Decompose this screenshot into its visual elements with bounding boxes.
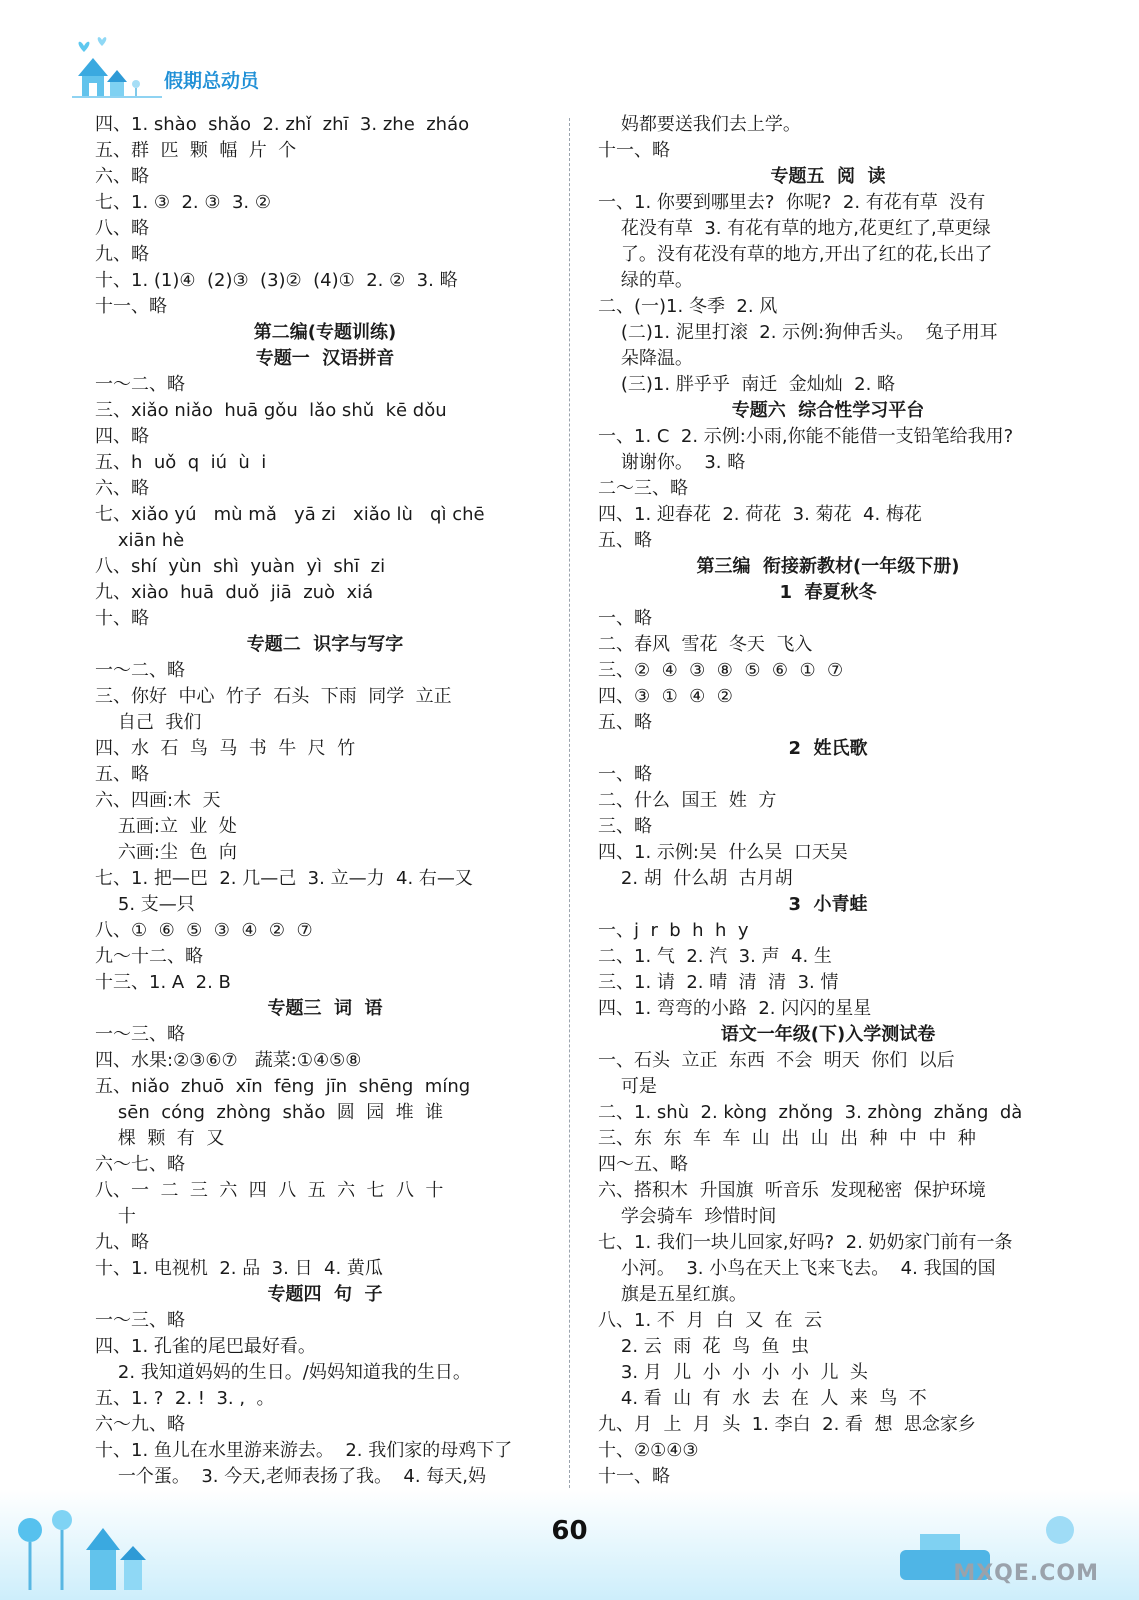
section-heading: 专题六 综合性学习平台 [731, 400, 925, 421]
answer-line: 十、1. 鱼儿在水里游来游去。 2. 我们家的母鸡下了 [95, 1440, 513, 1461]
answer-line: 一、略 [598, 608, 652, 629]
answer-line: 九～十二、略 [95, 946, 203, 967]
answer-line: 五、niǎo zhuō xīn fēng jīn shēng míng [95, 1076, 471, 1097]
answer-line: 十三、1. A 2. B [95, 972, 231, 993]
answer-line: 六～七、略 [95, 1154, 185, 1175]
answer-line: 二、(一)1. 冬季 2. 风 [598, 296, 778, 317]
answer-line: 一～二、略 [95, 374, 185, 395]
answer-line: 一、1. C 2. 示例:小雨,你能不能借一支铅笔给我用? [598, 426, 1014, 447]
page-number: 60 [551, 1516, 588, 1546]
answer-line: 五、h uǒ q iú ù i [95, 452, 267, 473]
answer-line: 六画:尘 色 向 [95, 842, 237, 863]
answer-line: 十、1. 电视机 2. 品 3. 日 4. 黄瓜 [95, 1258, 383, 1279]
answer-line: 旗是五星红旗。 [598, 1284, 747, 1305]
answer-line: 了。没有花没有草的地方,开出了红的花,长出了 [598, 244, 993, 265]
section-heading: 3 小青蛙 [788, 894, 868, 915]
answer-line: 十一、略 [598, 1466, 670, 1487]
answer-line: 2. 云 雨 花 鸟 鱼 虫 [598, 1336, 809, 1357]
section-heading: 专题二 识字与写字 [246, 634, 404, 655]
answer-line: 二、1. 气 2. 汽 3. 声 4. 生 [598, 946, 832, 967]
answer-line: 三、东 东 车 车 山 出 山 出 种 中 中 种 [598, 1128, 976, 1149]
answer-line: 学会骑车 珍惜时间 [598, 1206, 777, 1227]
answer-line: 二、春风 雪花 冬天 飞入 [598, 634, 813, 655]
answer-line: 七、1. 我们一块儿回家,好吗? 2. 奶奶家门前有一条 [598, 1232, 1013, 1253]
answer-line: xiān hè [95, 530, 185, 551]
answer-line: 六、略 [95, 478, 149, 499]
answer-line: 四、1. 示例:吴 什么吴 口天吴 [598, 842, 848, 863]
answer-line: 五、略 [95, 764, 149, 785]
answer-line: 五、群 匹 颗 幅 片 个 [95, 140, 297, 161]
answer-line: 十一、略 [598, 140, 670, 161]
section-heading: 语文一年级(下)入学测试卷 [720, 1024, 936, 1045]
answer-line: 八、① ⑥ ⑤ ③ ④ ② ⑦ [95, 920, 313, 941]
answer-line: 花没有草 3. 有花有草的地方,花更红了,草更绿 [598, 218, 991, 239]
answer-line: 二、1. shù 2. kòng zhǒng 3. zhòng zhǎng dà [598, 1102, 1023, 1123]
answer-line: 谢谢你。 3. 略 [598, 452, 746, 473]
section-heading: 专题四 句 子 [267, 1284, 383, 1305]
column-divider [569, 118, 570, 1488]
section-heading: 2 姓氏歌 [788, 738, 868, 759]
answer-line: 一、1. 你要到哪里去? 你呢? 2. 有花有草 没有 [598, 192, 986, 213]
answer-line: 六、搭积木 升国旗 听音乐 发现秘密 保护环境 [598, 1180, 986, 1201]
answer-line: 4. 看 山 有 水 去 在 人 来 鸟 不 [598, 1388, 927, 1409]
page-header [72, 36, 392, 100]
answer-line: 5. 支—只 [95, 894, 195, 915]
answer-line: 三、xiǎo niǎo huā gǒu lǎo shǔ kē dǒu [95, 400, 447, 421]
answer-line: 六～九、略 [95, 1414, 185, 1435]
answer-line: 六、略 [95, 166, 149, 187]
answer-line: 小河。 3. 小鸟在天上飞来飞去。 4. 我国的国 [598, 1258, 996, 1279]
answer-line: 一、略 [598, 764, 652, 785]
answer-line: 朵降温。 [598, 348, 693, 369]
header-title: 假期总动员 [164, 70, 260, 92]
answer-line: (二)1. 泥里打滚 2. 示例:狗伸舌头。 兔子用耳 [598, 322, 998, 343]
section-heading: 专题五 阅 读 [770, 166, 886, 187]
answer-line: 十 [95, 1206, 136, 1227]
answer-line: 3. 月 儿 小 小 小 小 儿 头 [598, 1362, 868, 1383]
right-column [598, 112, 1058, 1490]
answer-line: 四、1. 弯弯的小路 2. 闪闪的星星 [598, 998, 872, 1019]
watermark: MXQE.COM [953, 1561, 1099, 1586]
answer-line: 十、略 [95, 608, 149, 629]
answer-line: 八、一 二 三 六 四 八 五 六 七 八 十 [95, 1180, 444, 1201]
answer-line: 五画:立 业 处 [95, 816, 237, 837]
answer-line: 七、1. 把—巴 2. 几—己 3. 立—力 4. 右—又 [95, 868, 473, 889]
answer-line: 十一、略 [95, 296, 167, 317]
answer-line: 七、1. ③ 2. ③ 3. ② [95, 192, 271, 213]
answer-line: 二～三、略 [598, 478, 688, 499]
answer-line: 八、shí yùn shì yuàn yì shī zi [95, 556, 386, 577]
answer-line: 六、四画:木 天 [95, 790, 221, 811]
answer-line: 2. 我知道妈妈的生日。/妈妈知道我的生日。 [95, 1362, 471, 1383]
section-heading: 专题一 汉语拼音 [255, 348, 395, 369]
answer-line: 七、xiǎo yú mù mǎ yā zi xiǎo lù qì chē [95, 504, 485, 525]
answer-line: 四、水 石 鸟 马 书 牛 尺 竹 [95, 738, 356, 759]
answer-line: 五、略 [598, 530, 652, 551]
answer-line: 三、你好 中心 竹子 石头 下雨 同学 立正 [95, 686, 452, 707]
answer-line: 绿的草。 [598, 270, 693, 291]
section-heading: 第三编 衔接新教材(一年级下册) [696, 556, 960, 577]
answer-line: 四、③ ① ④ ② [598, 686, 733, 707]
answer-line: 自己 我们 [95, 712, 202, 733]
left-column [95, 112, 555, 1490]
answer-line: 九、xiào huā duǒ jiā zuò xiá [95, 582, 374, 603]
section-heading: 专题三 词 语 [267, 998, 383, 1019]
answer-line: 八、1. 不 月 白 又 在 云 [598, 1310, 823, 1331]
answer-line: 四、略 [95, 426, 149, 447]
answer-line: 一～三、略 [95, 1024, 185, 1045]
answer-line: 十、1. (1)④ (2)③ (3)② (4)① 2. ② 3. 略 [95, 270, 458, 291]
answer-line: 棵 颗 有 又 [95, 1128, 225, 1149]
answer-line: 妈都要送我们去上学。 [598, 114, 801, 135]
section-heading: 1 春夏秋冬 [779, 582, 877, 603]
answer-line: (三)1. 胖乎乎 南迁 金灿灿 2. 略 [598, 374, 896, 395]
answer-line: 九、月 上 月 头 1. 李白 2. 看 想 思念家乡 [598, 1414, 976, 1435]
answer-line: 四、1. 孔雀的尾巴最好看。 [95, 1336, 316, 1357]
answer-line: 二、什么 国王 姓 方 [598, 790, 777, 811]
answer-line: 十、②①④③ [598, 1440, 699, 1461]
house-logo-icon [72, 36, 162, 100]
answer-line: 四、1. 迎春花 2. 荷花 3. 菊花 4. 梅花 [598, 504, 922, 525]
answer-line: 一～三、略 [95, 1310, 185, 1331]
answer-line: 2. 胡 什么胡 古月胡 [598, 868, 793, 889]
answer-line: 五、1. ? 2. ! 3. , 。 [95, 1388, 275, 1409]
answer-line: sēn cóng zhòng shǎo 圆 园 堆 谁 [95, 1102, 444, 1123]
answer-line: 一～二、略 [95, 660, 185, 681]
section-heading: 第二编(专题训练) [253, 322, 397, 343]
answer-line: 一个蛋。 3. 今天,老师表扬了我。 4. 每天,妈 [95, 1466, 487, 1487]
answer-line: 九、略 [95, 1232, 149, 1253]
answer-line: 三、② ④ ③ ⑧ ⑤ ⑥ ① ⑦ [598, 660, 844, 681]
answer-line: 八、略 [95, 218, 149, 239]
answer-line: 四、1. shào shǎo 2. zhǐ zhī 3. zhe zháo [95, 114, 470, 135]
answer-line: 四～五、略 [598, 1154, 688, 1175]
answer-line: 可是 [598, 1076, 657, 1097]
answer-line: 一、石头 立正 东西 不会 明天 你们 以后 [598, 1050, 955, 1071]
answer-line: 四、水果:②③⑥⑦ 蔬菜:①④⑤⑧ [95, 1050, 362, 1071]
answer-line: 一、j r b h h y [598, 920, 749, 941]
answer-line: 五、略 [598, 712, 652, 733]
answer-line: 九、略 [95, 244, 149, 265]
answer-line: 三、略 [598, 816, 652, 837]
answer-line: 三、1. 请 2. 晴 清 清 3. 情 [598, 972, 839, 993]
